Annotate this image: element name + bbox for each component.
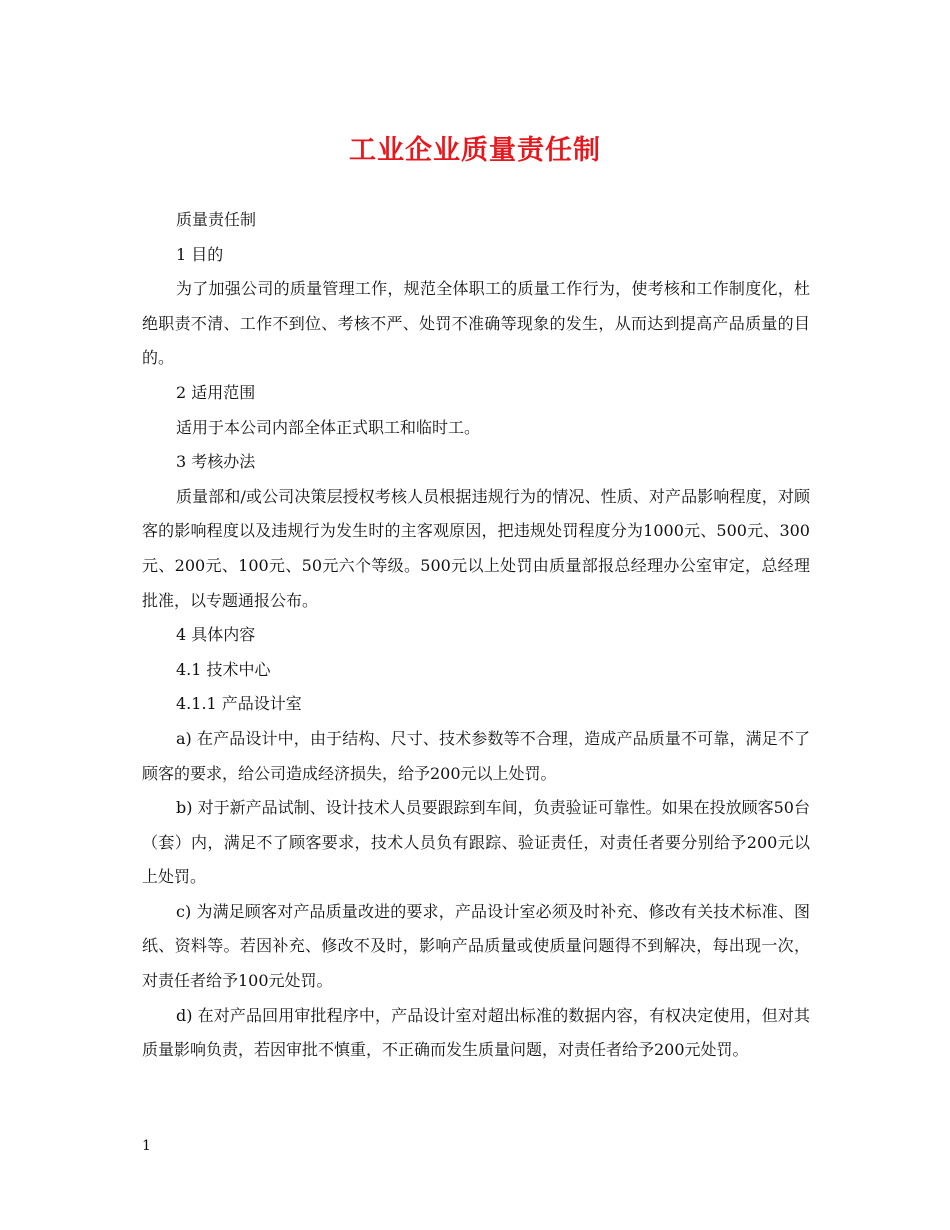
section-heading-scope: 2 适用范围 (176, 382, 256, 402)
paragraph-heading-quality-responsibility: 质量责任制 (176, 210, 257, 229)
page-number: 1 (142, 1138, 151, 1154)
list-item-a: a) 在产品设计中，由于结构、尺寸、技术参数等不合理，造成产品质量不可靠，满足不了顾客的要求，给公司造成经济损失，给予200元以上处罚。 (142, 728, 810, 783)
section-heading-purpose: 1 目的 (176, 244, 224, 264)
paragraph-scope: 适用于本公司内部全体正式职工和临时工。 (176, 417, 481, 437)
list-item-b: b) 对于新产品试制、设计技术人员要跟踪到车间，负责验证可靠性。如果在投放顾客50台（套）内，满足不了顾客要求，技术人员负有跟踪、验证责任，对责任者要分别给予200元以上处罚。 (142, 798, 810, 887)
subsection-heading-design-office: 4.1.1 产品设计室 (176, 694, 302, 714)
list-item-c: c) 为满足顾客对产品质量改进的要求，产品设计室必须及时补充、修改有关技术标准、图纸、资料等。若因补充、修改不及时，影响产品质量或使质量问题得不到解决，每出现一次，对责任者给予100元处罚。 (142, 901, 810, 991)
paragraph-assessment: 质量部和/或公司决策层授权考核人员根据违规行为的情况、性质、对产品影响程度，对顾客的影响程度以及违规行为发生时的主客观原因，把违规处罚程度分为1000元、500元、300元、200元、100元、50元六个等级。500元以上处罚由质量部报总经理办公室审定，总经理批准，以专题通报公布。 (142, 486, 810, 610)
document-body (142, 203, 810, 1068)
subsection-heading-tech-center: 4.1 技术中心 (176, 659, 271, 679)
paragraph-purpose: 为了加强公司的质量管理工作，规范全体职工的质量工作行为，使考核和工作制度化，杜绝职责不清、工作不到位、考核不严、处罚不准确等现象的发生，从而达到提高产品质量的目的。 (142, 279, 810, 368)
section-heading-contents: 4 具体内容 (176, 625, 256, 645)
document-title: 工业企业质量责任制 (349, 135, 601, 166)
section-heading-assessment: 3 考核办法 (176, 452, 256, 472)
list-item-d: d) 在对产品回用审批程序中，产品设计室对超出标准的数据内容，有权决定使用，但对其质量影响负责，若因审批不慎重，不正确而发生质量问题，对责任者给予200元处罚。 (142, 1005, 810, 1060)
